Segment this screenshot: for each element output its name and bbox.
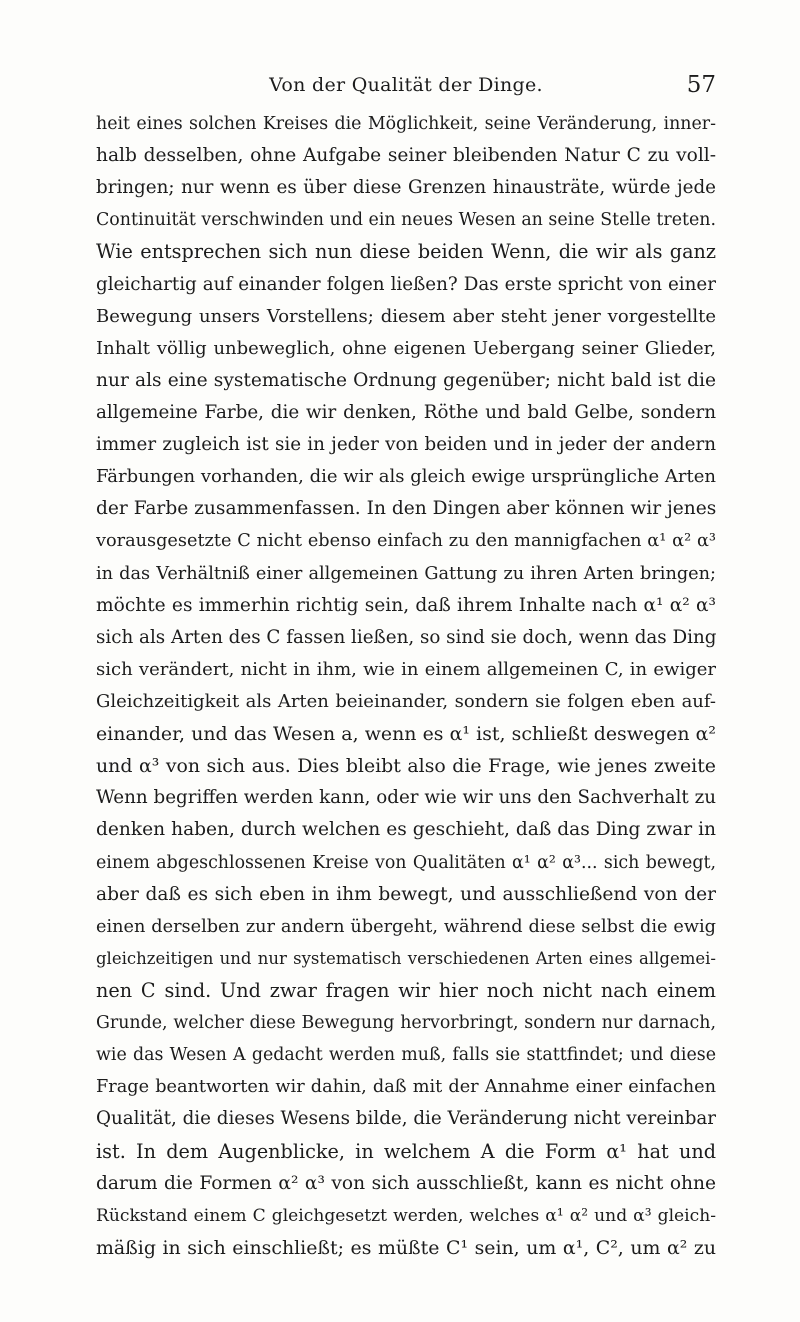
- running-title: Von der Qualität der Dinge.: [269, 74, 543, 96]
- text-line: gleichartig auf einander folgen ließen? Das erste spricht von einer: [96, 273, 716, 295]
- text-line: Bewegung unsers Vorstellens; diesem aber steht jener vorgestellte: [96, 305, 716, 327]
- text-line: sich verändert, nicht in ihm, wie in einem allgemeinen C, in ewiger: [96, 658, 716, 680]
- text-line: wie das Wesen A gedacht werden muß, falls sie stattfindet; und diese: [96, 1045, 716, 1066]
- text-line: einen derselben zur andern übergeht, während diese selbst die ewig: [96, 916, 716, 937]
- text-line: der Farbe zusammenfassen. In den Dingen aber können wir jenes: [96, 498, 716, 520]
- text-line: immer zugleich ist sie in jeder von beiden und in jeder der andern: [96, 434, 716, 456]
- text-line: Rückstand einem C gleichgesetzt werden, welches α¹ α² und α³ gleich-: [96, 1205, 716, 1226]
- text-line: Wie entsprechen sich nun diese beiden Wenn, die wir als ganz: [96, 240, 716, 264]
- text-line: heit eines solchen Kreises die Möglichkeit, seine Veränderung, inner-: [96, 114, 716, 134]
- text-line: nen C sind. Und zwar fragen wir hier noch nicht nach einem: [96, 978, 716, 1002]
- text-line: Gleichzeitigkeit als Arten beieinander, sondern sie folgen eben auf-: [96, 690, 716, 712]
- text-line: gleichzeitigen und nur systematisch verschiedenen Arten eines allgemei-: [96, 948, 716, 968]
- text-line: einander, und das Wesen a, wenn es α¹ ist, schließt deswegen α²: [96, 723, 716, 746]
- text-line: in das Verhältniß einer allgemeinen Gattung zu ihren Arten bringen;: [96, 563, 716, 584]
- text-line: ist. In dem Augenblicke, in welchem A die Form α¹ hat und: [96, 1139, 716, 1163]
- text-line: Grunde, welcher diese Bewegung hervorbringt, sondern nur darnach,: [96, 1013, 716, 1034]
- text-line: vorausgesetzte C nicht ebenso einfach zu den mannigfachen α¹ α² α³: [96, 531, 716, 552]
- running-head: [96, 70, 716, 100]
- text-line: Inhalt völlig unbeweglich, ohne eigenen Uebergang seiner Glieder,: [96, 337, 716, 359]
- text-line: denken haben, durch welchen es geschieht, daß das Ding zwar in: [96, 819, 716, 841]
- text-line: sich als Arten des C fassen ließen, so sind sie doch, wenn das Ding: [96, 626, 716, 648]
- text-line: Continuität verschwinden und ein neues Wesen an seine Stelle treten.: [96, 210, 716, 231]
- text-line: allgemeine Farbe, die wir denken, Röthe und bald Gelbe, sondern: [96, 401, 716, 423]
- text-line: nur als eine systematische Ordnung gegenüber; nicht bald ist die: [96, 369, 716, 391]
- text-line: darum die Formen α² α³ von sich ausschließt, kann es nicht ohne: [96, 1172, 716, 1194]
- text-line: Färbungen vorhanden, die wir als gleich ewige ursprüngliche Arten: [96, 466, 716, 488]
- text-line: möchte es immerhin richtig sein, daß ihrem Inhalte nach α¹ α² α³: [96, 594, 716, 616]
- text-line: Wenn begriffen werden kann, oder wie wir uns den Sachverhalt zu: [96, 787, 716, 809]
- text-line: Frage beantworten wir dahin, daß mit der Annahme einer einfachen: [96, 1077, 716, 1098]
- page-number: 57: [686, 72, 716, 98]
- text-line: mäßig in sich einschließt; es müßte C¹ sein, um α¹, C², um α² zu: [96, 1236, 716, 1259]
- text-line: bringen; nur wenn es über diese Grenzen hinausträte, würde jede: [96, 177, 716, 199]
- text-line: halb desselben, ohne Aufgabe seiner bleibenden Natur C zu voll-: [96, 145, 716, 167]
- text-line: aber daß es sich eben in ihm bewegt, und ausschließend von der: [96, 883, 716, 905]
- text-line: einem abgeschlossenen Kreise von Qualitäten α¹ α² α³... sich bewegt,: [96, 852, 716, 873]
- text-line: Qualität, die dieses Wesens bilde, die Veränderung nicht vereinbar: [96, 1108, 716, 1130]
- text-line: und α³ von sich aus. Dies bleibt also die Frage, wie jenes zweite: [96, 755, 716, 778]
- body-text: [96, 108, 716, 1264]
